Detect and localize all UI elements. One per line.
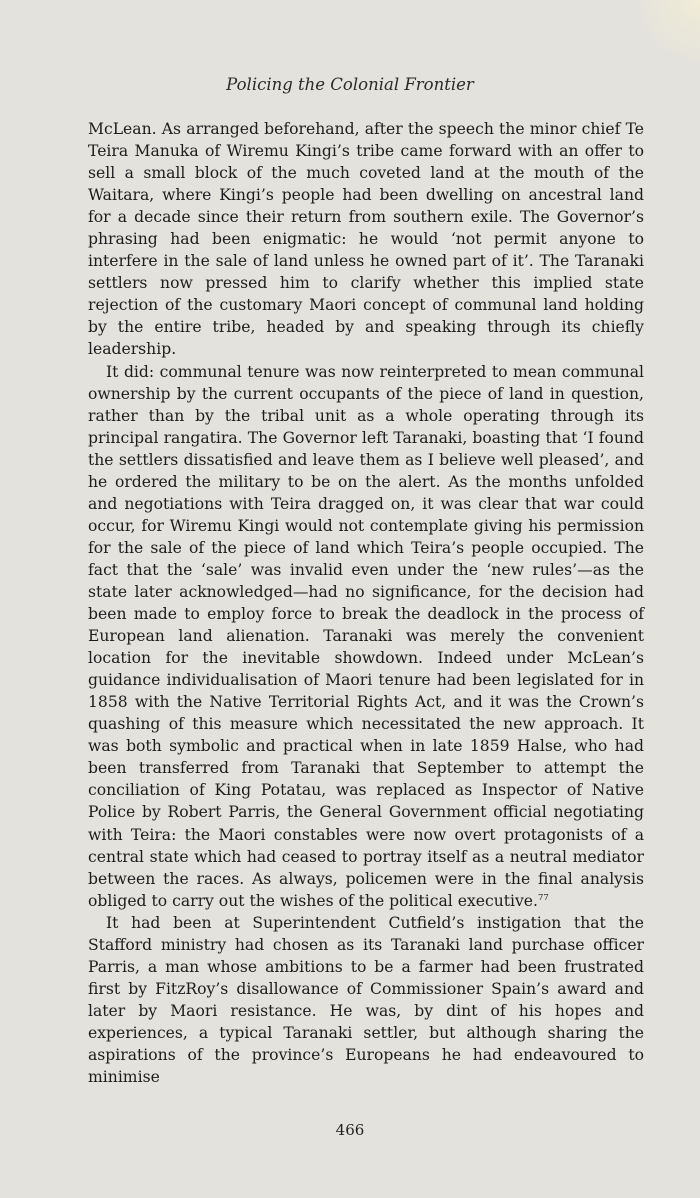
running-head: Policing the Colonial Frontier — [226, 75, 474, 94]
footnote-marker[interactable]: 77 — [538, 892, 549, 903]
page-number: 466 — [335, 1121, 365, 1139]
paragraph-1 — [88, 118, 644, 361]
paragraph-3-text: It had been at Superintendent Cutfield’s instigation that the Stafford ministry had chosen as its Taranaki land purchase officer Parris, a man whose ambitions to be a farmer had been frustrated first by FitzRoy’s disallowance of Commissioner Spain’s award and later by Maori resistance. He was, by dint of his hopes and experiences, a typical Taranaki settler, but although sharing the aspirations of the province’s Europeans he had endeavoured to minimise — [88, 913, 644, 1087]
paragraph-3 — [88, 912, 644, 1088]
body-text — [88, 118, 644, 1088]
paragraph-1-text: McLean. As arranged beforehand, after the speech the minor chief Te Teira Manuka of Wiremu Kingi’s tribe came forward with an offer to sell a small block of the much coveted land at the mouth of the Waitara, where Kingi’s people had been dwelling on ancestral land for a decade since their return from southern exile. The Governor’s phrasing had been enigmatic: he would ‘not permit anyone to interfere in the sale of land unless he owned part of it’. The Taranaki settlers now pressed him to clarify whether this implied state rejection of the customary Maori concept of communal land holding by the entire tribe, headed by and speaking through its chiefly leadership. — [88, 120, 644, 359]
page-corner-shading — [630, 0, 700, 60]
paragraph-2-text: It did: communal tenure was now reinterpreted to mean communal ownership by the current occupants of the piece of land in question, rather than by the tribal unit as a whole operating through its principal rangatira. The Governor left Taranaki, boasting that ‘I found the settlers dissatisfied and leave them as I believe well pleased’, and he ordered the military to be on the alert. As the months unfolded and negotiations with Teira dragged on, it was clear that war could occur, for Wiremu Kingi would not contemplate giving his permission for the sale of the piece of land which Teira’s people occupied. The fact that the ‘sale’ was invalid even under the ‘new rules’—as the state later acknowledged—had no significance, for the decision had been made to employ force to break the deadlock in the process of European land alienation. Taranaki was merely the convenient location for the inevitable showdown. Indeed under McLean’s guidance individualisation of Maori tenure had been legislated for in 1858 with the Native Territorial Rights Act, and it was the Crown’s quashing of this measure which necessitated the new approach. It was both symbolic and practical when in late 1859 Halse, who had been transferred from Taranaki that September to attempt the conciliation of King Potatau, was replaced as Inspector of Native Police by Robert Parris, the General Government official negotiating with Teira: the Maori constables were now overt protagonists of a central state which had ceased to portray itself as a neutral mediator between the races. As always, policemen were in the final analysis obliged to carry out the wishes of the political executive. — [88, 362, 644, 910]
paragraph-2 — [88, 361, 644, 912]
